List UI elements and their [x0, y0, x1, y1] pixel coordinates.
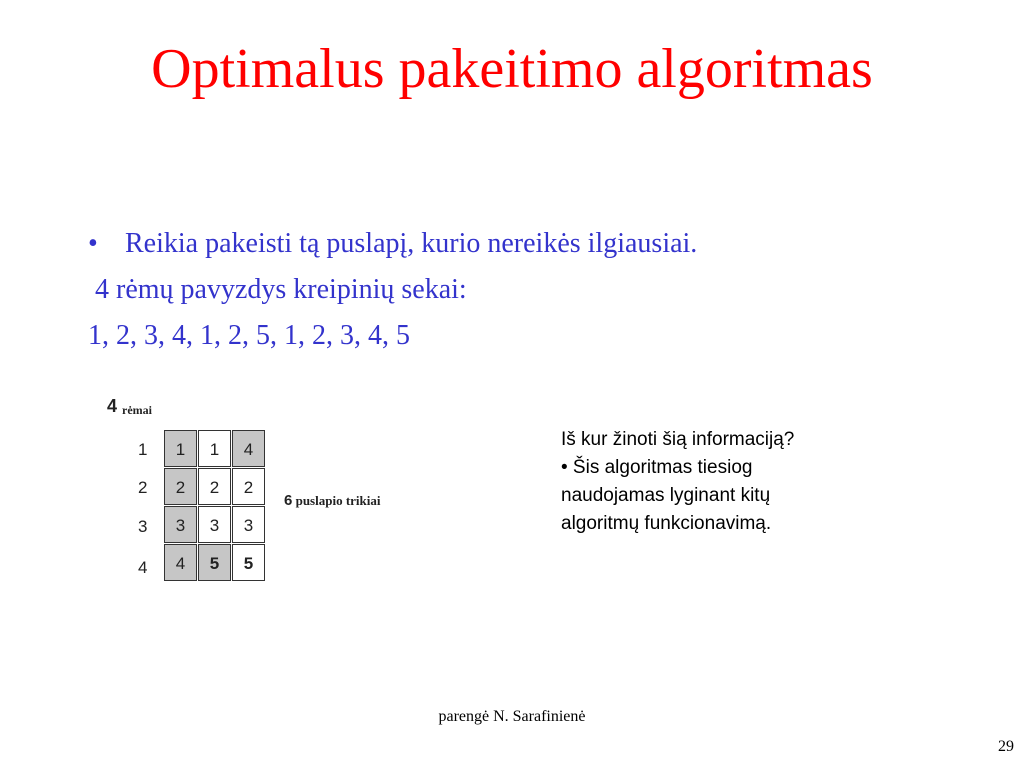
slide-title: Optimalus pakeitimo algoritmas: [151, 38, 873, 100]
bullet-symbol: •: [88, 228, 98, 259]
frame-cell: 3: [164, 506, 197, 543]
row-label: 4: [138, 558, 148, 577]
frame-cell: 4: [164, 544, 197, 581]
example-line: 4 rėmų pavyzdys kreipinių sekai:: [95, 274, 467, 305]
side-note-question: Iš kur žinoti šią informaciją?: [561, 429, 795, 450]
frame-cell: 2: [198, 468, 231, 505]
frame-cell: 4: [232, 430, 265, 467]
side-note: [561, 426, 891, 538]
frame-cell: 5: [198, 544, 231, 581]
frame-cell: 2: [232, 468, 265, 505]
page-faults-text: puslapio trikiai: [295, 493, 381, 508]
bullet-line: [88, 228, 697, 260]
frame-cell: 3: [198, 506, 231, 543]
frame-cell: 3: [232, 506, 265, 543]
bullet-text: Reikia pakeisti tą puslapį, kurio nereikės ilgiausiai.: [125, 228, 698, 259]
frame-cell: 1: [198, 430, 231, 467]
page-number: 29: [998, 738, 1014, 755]
row-label: 2: [138, 478, 148, 497]
row-label: 3: [138, 517, 148, 536]
frame-cell: 5: [232, 544, 265, 581]
frames-count: 4: [107, 396, 118, 416]
reference-sequence: 1, 2, 3, 4, 1, 2, 5, 1, 2, 3, 4, 5: [88, 320, 410, 351]
frame-cell: 1: [164, 430, 197, 467]
frames-diagram: [100, 396, 420, 596]
side-note-line: naudojamas lyginant kitų: [561, 485, 771, 506]
frame-cell: 2: [164, 468, 197, 505]
side-note-line: algoritmų funkcionavimą.: [561, 513, 772, 534]
frames-label: rėmai: [122, 403, 152, 417]
footer-author: parengė N. Sarafinienė: [438, 708, 586, 725]
side-note-line: • Šis algoritmas tiesiog: [561, 457, 753, 478]
row-label: 1: [138, 440, 148, 459]
page-faults-count: 6: [284, 492, 293, 509]
page-faults-label: [284, 492, 380, 509]
